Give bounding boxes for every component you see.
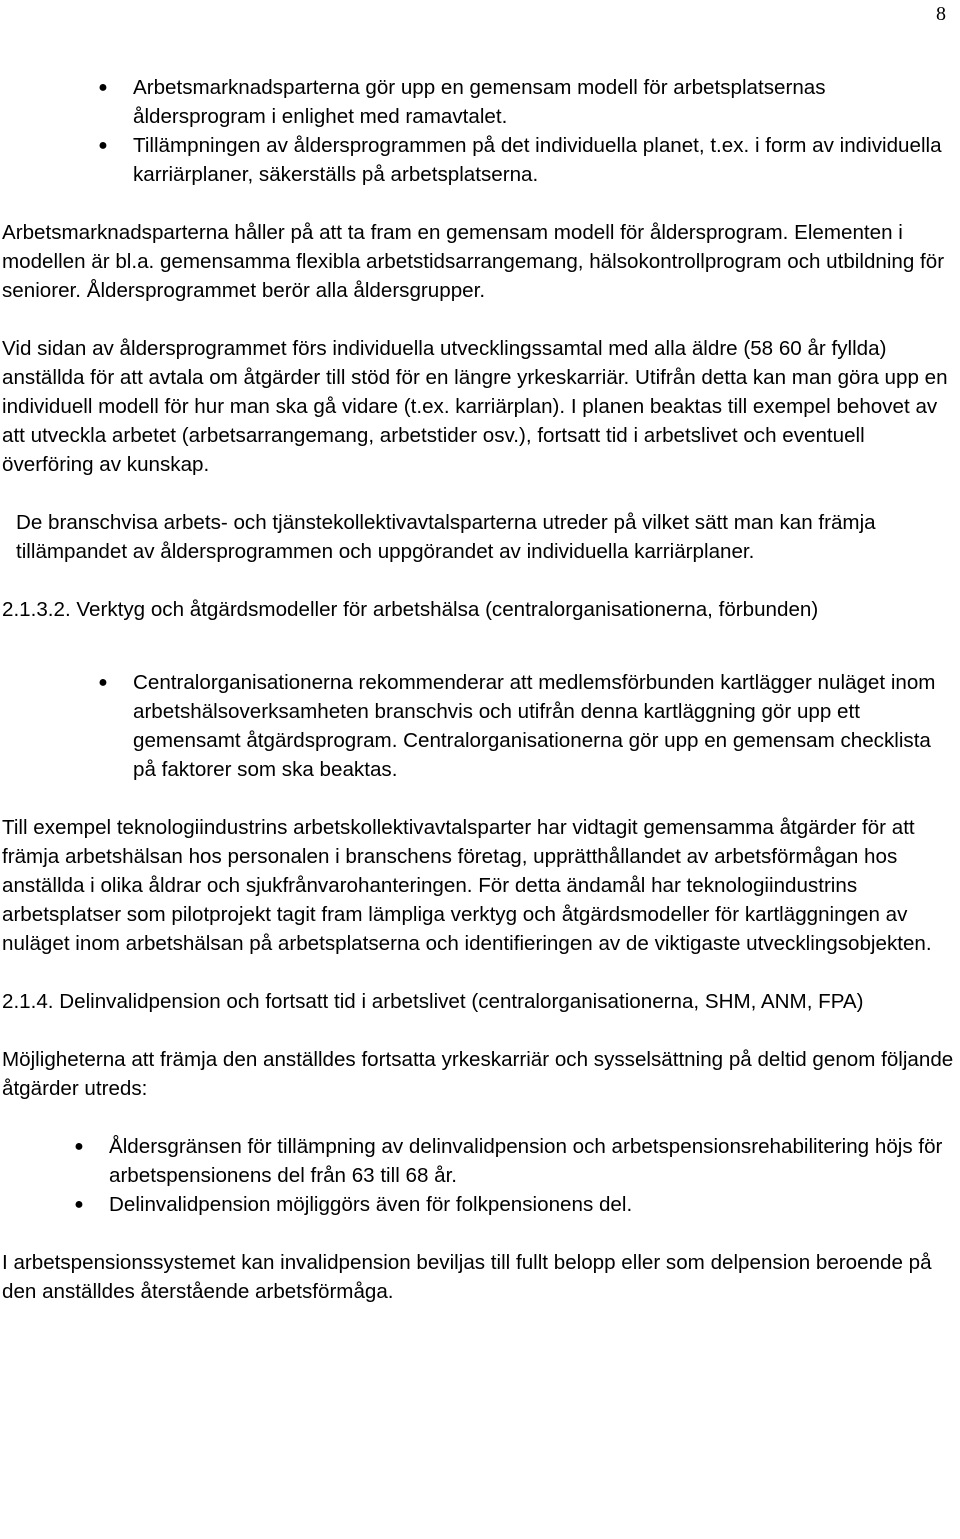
list-item bbox=[98, 668, 954, 784]
bullet-list-mid bbox=[98, 668, 954, 784]
bullet-icon: ● bbox=[74, 1138, 84, 1155]
bullet-list-top bbox=[98, 73, 954, 189]
list-item-text: Delinvalidpension möjliggörs även för folkpensionens del. bbox=[109, 1193, 633, 1216]
bullet-icon: ● bbox=[98, 674, 108, 691]
paragraph: De branschvisa arbets- och tjänstekollektivavtalsparterna utreder på vilket sätt man kan främja tillämpandet av åldersprogrammen och uppgörandet av individuella karriärplaner. bbox=[16, 511, 876, 563]
list-item bbox=[74, 1190, 954, 1219]
paragraph: Till exempel teknologiindustrins arbetskollektivavtalsparter har vidtagit gemensamma åtgärder för att främja arbetshälsan hos personalen i branschens företag, upprätthållandet av arbetsförmågan hos anställda i olika åldrar och sjukfrånvarohanteringen. För detta ändamål har teknologiindustrins arbetsplatser som pilotprojekt tagit fram lämpliga verktyg och åtgärdsmodeller för kartläggningen av nuläget inom arbetshälsan på arbetsplatserna och identifieringen av de viktigaste utvecklingsobjekten. bbox=[2, 816, 932, 955]
list-item-text: Centralorganisationerna rekommenderar att medlemsförbunden kartlägger nuläget inom arbetshälsoverksamheten branschvis och utifrån denna kartläggning gör upp ett gemensamt åtgärdsprogram. Centralorganisationerna gör upp en gemensam checklista på faktorer som ska beaktas. bbox=[133, 671, 936, 781]
document-body bbox=[2, 73, 954, 1306]
bullet-icon: ● bbox=[74, 1196, 84, 1213]
list-item bbox=[98, 73, 954, 131]
list-item-text: Tillämpningen av åldersprogrammen på det individuella planet, t.ex. i form av individuella karriärplaner, säkerställs på arbetsplatserna. bbox=[133, 134, 942, 186]
bullet-icon: ● bbox=[98, 137, 108, 154]
paragraph: I arbetspensionssystemet kan invalidpension beviljas till fullt belopp eller som delpension beroende på den anställdes återstående arbetsförmåga. bbox=[2, 1251, 932, 1303]
page-number: 8 bbox=[936, 3, 946, 25]
paragraph: Möjligheterna att främja den anställdes fortsatta yrkeskarriär och sysselsättning på deltid genom följande åtgärder utreds: bbox=[2, 1048, 954, 1100]
list-item-text: Arbetsmarknadsparterna gör upp en gemensam modell för arbetsplatsernas åldersprogram i enlighet med ramavtalet. bbox=[133, 76, 826, 128]
bullet-icon: ● bbox=[98, 79, 108, 96]
paragraph: Vid sidan av åldersprogrammet förs individuella utvecklingssamtal med alla äldre (58 60 år fyllda) anställda för att avtala om åtgärder till stöd för en längre yrkeskarriär. Utifrån detta kan man göra upp en individuell modell för hur man ska gå vidare (t.ex. karriärplan). I planen beaktas till exempel behovet av att utveckla arbetet (arbetsarrangemang, arbetstider osv.), fortsatt tid i arbetslivet och eventuell överföring av kunskap. bbox=[2, 337, 948, 476]
section-heading: 2.1.3.2. Verktyg och åtgärdsmodeller för arbetshälsa (centralorganisationerna, förbunden) bbox=[2, 598, 819, 621]
section-heading: 2.1.4. Delinvalidpension och fortsatt tid i arbetslivet (centralorganisationerna, SHM, ANM, FPA) bbox=[2, 990, 864, 1013]
list-item-text: Åldersgränsen för tillämpning av delinvalidpension och arbetspensionsrehabilitering höjs för arbetspensionens del från 63 till 68 år. bbox=[109, 1135, 943, 1187]
list-item bbox=[74, 1132, 954, 1190]
bullet-list-bottom bbox=[74, 1132, 954, 1219]
list-item bbox=[98, 131, 954, 189]
paragraph: Arbetsmarknadsparterna håller på att ta fram en gemensam modell för åldersprogram. Elementen i modellen är bl.a. gemensamma flexibla arbetstidsarrangemang, hälsokontrollprogram och utbildning för seniorer. Åldersprogrammet berör alla åldersgrupper. bbox=[2, 221, 945, 302]
